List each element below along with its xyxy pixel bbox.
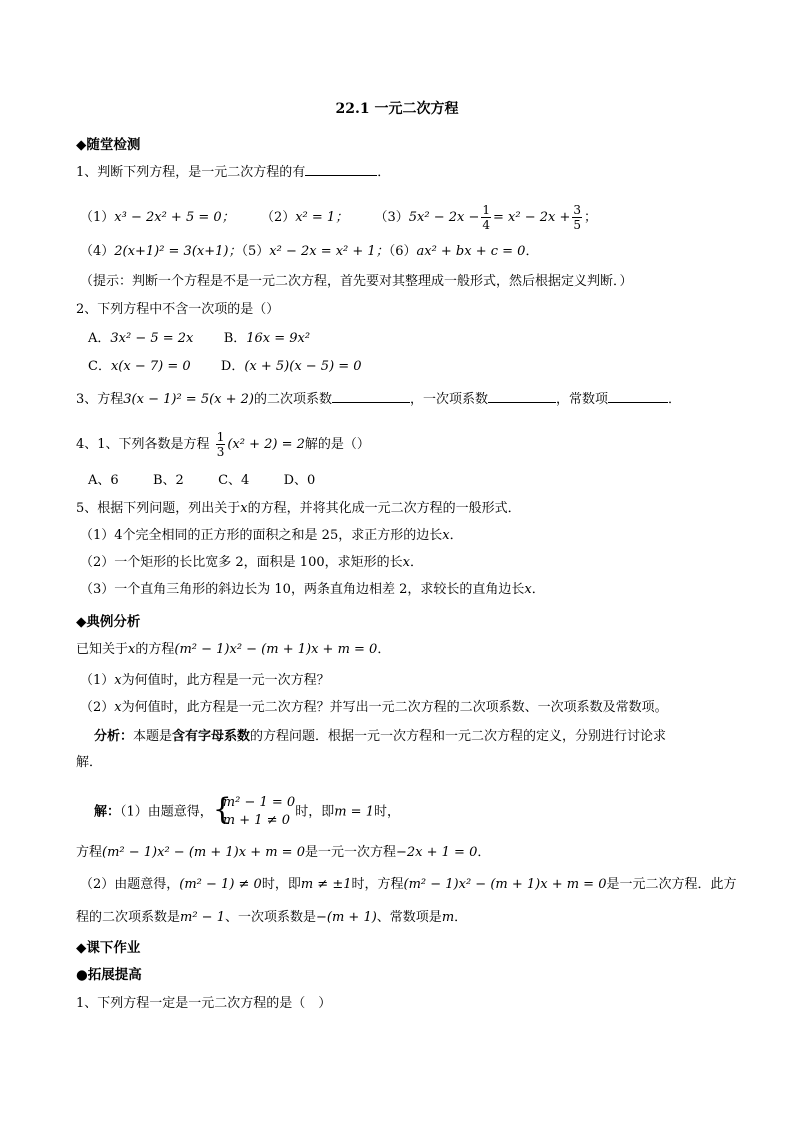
answer-blank [488,390,556,403]
question-1-stem: 1、判断下列方程，是一元二次方程的有 ． [76,165,391,180]
answer-blank [332,390,410,403]
example-analysis-continued: 解． [76,755,103,770]
question-4: 4、1、下列各数是方程 $\frac{1}{3}$ (x² + 2) = 2解的是（） [76,430,370,459]
example-solution-part-2-continued: 程的二次项系数是m² − 1、一次项系数是−(m + 1)、常数项是m． [76,910,468,925]
page-title: 22.1 一元二次方程 [335,101,459,117]
question-1-equations-row-1: （1）x³ − 2x² + 5 = 0； （2）x² = 1； （3）5x² − 2x − $\frac{1}{4}$ = x² − 2x + $\frac{3}{5}$ ； [80,203,598,232]
example-solution-part-2: （2）由题意得，(m² − 1) ≠ 0时，即m ≠ ±1时，方程(m² − 1)x² − (m + 1)x + m = 0是一元二次方程．此方 [80,877,737,892]
section-heading-extension: ●拓展提高 [76,967,142,983]
question-5-part-1: （1）4个完全相同的正方形的面积之和是 25，求正方形的边长x． [80,528,463,543]
answer-blank [305,163,377,176]
equation-system: { m² − 1 = 0 m + 1 ≠ 0 [212,792,296,828]
question-2-options-row-1: A．3x² − 5 = 2x B．16x = 9x² [88,331,311,346]
question-2-stem: 2、下列方程中不含一次项的是（） [76,302,280,317]
homework-question-1: 1、下列方程一定是一元二次方程的是（ ） [76,996,332,1011]
fraction-one-third: $\frac{1}{3}$ [216,430,225,459]
question-5-stem: 5、根据下列问题，列出关于x的方程，并将其化成一元二次方程的一般形式． [76,501,521,516]
example-part-1: （1）x为何值时，此方程是一元一次方程？ [80,673,330,688]
fraction-one-quarter: $\frac{1}{4}$ [482,203,491,232]
section-heading-example-analysis: ◆典例分析 [76,614,141,630]
answer-blank [608,390,668,403]
question-5-part-3: （3）一个直角三角形的斜边长为 10，两条直角边相差 2，求较长的直角边长x． [80,582,545,597]
question-5-part-2: （2）一个矩形的长比宽多 2，面积是 100，求矩形的长x． [80,555,423,570]
fraction-three-fifths: $\frac{3}{5}$ [573,203,582,232]
example-analysis: 分析：本题是含有字母系数的方程问题．根据一元一次方程和一元二次方程的定义，分别进行讨论求 [94,729,667,744]
example-solution-part-1: 解：（1）由题意得， { m² − 1 = 0 m + 1 ≠ 0 时，即m = 1时， [94,792,400,828]
question-1-hint: （提示：判断一个方程是不是一元二次方程，首先要对其整理成一般形式，然后根据定义判断．） [80,274,633,289]
question-1-equations-row-2: （4）2(x+1)² = 3(x+1)；（5）x² − 2x = x² + 1；（6）ax² + bx + c = 0． [80,244,539,259]
left-brace-icon: { [212,792,232,827]
section-heading-homework: ◆课下作业 [76,940,141,956]
question-3: 3、方程3(x − 1)² = 5(x + 2)的二次项系数 ，一次项系数 ，常数项 ． [76,392,682,407]
question-4-options: A、6 B、2 C、4 D、0 [88,473,316,488]
question-2-options-row-2: C．x(x − 7) = 0 D．(x + 5)(x − 5) = 0 [88,359,362,374]
example-solution-part-1-conclusion: 方程(m² − 1)x² − (m + 1)x + m = 0是一元一次方程−2x + 1 = 0． [76,845,491,860]
example-part-2: （2）x为何值时，此方程是一元二次方程？并写出一元二次方程的二次项系数、一次项系数及常数项。 [80,700,668,715]
section-heading-classroom-check: ◆随堂检测 [76,137,141,153]
example-stem: 已知关于x的方程(m² − 1)x² − (m + 1)x + m = 0． [76,642,391,657]
